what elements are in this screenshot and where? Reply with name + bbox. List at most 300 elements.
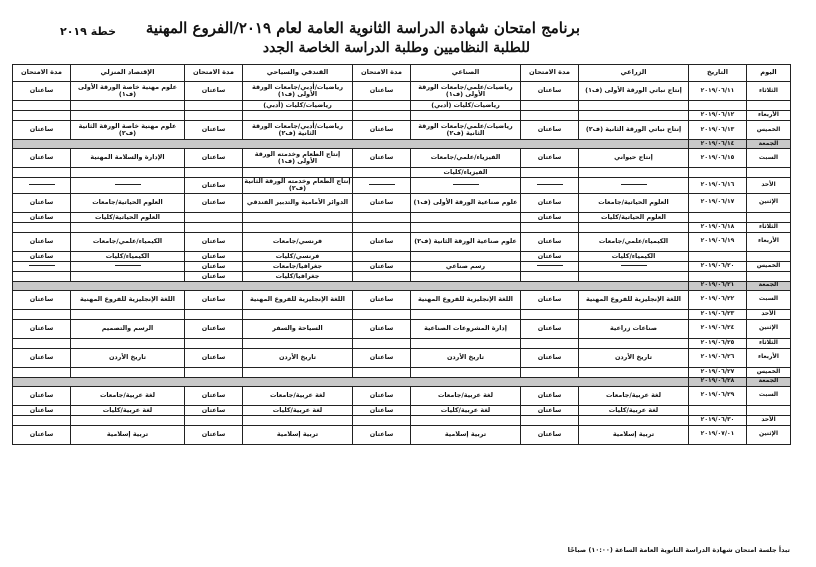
day-cell: الأربعاء (747, 348, 791, 367)
date-cell: ٢٠١٩/٠٦/٢٣ (689, 309, 747, 319)
subject-cell: لغة عربية/كليات (411, 405, 521, 415)
subject-cell (71, 367, 185, 377)
duration-cell (185, 212, 243, 222)
subject-cell (579, 168, 689, 178)
table-row (13, 82, 791, 101)
duration-cell (185, 367, 243, 377)
subject-cell: لغة عربية/جامعات (71, 386, 185, 405)
subject-cell: العلوم الحياتية/جامعات (579, 193, 689, 212)
duration-cell: ساعتان (185, 121, 243, 140)
subject-cell: الدوائر الأمامية والتدبير الفندقي (243, 193, 353, 212)
subject-cell (411, 367, 521, 377)
subject-cell: تربية إسلامية (71, 425, 185, 444)
duration-cell (353, 212, 411, 222)
date-cell: ٢٠١٩/٠٦/١٣ (689, 121, 747, 140)
subject-cell (411, 212, 521, 222)
day-cell: السبت (747, 386, 791, 405)
duration-cell (185, 222, 243, 232)
duration-cell: ساعتان (353, 386, 411, 405)
document-subtitle: للطلبة النظاميين وطلبة الدراسة الخاصة الجدد (262, 40, 530, 56)
duration-cell (353, 251, 411, 261)
col-duration: مدة الامتحان (521, 65, 579, 82)
date-cell: ٢٠١٩/٠٦/٢٤ (689, 319, 747, 338)
table-row (13, 232, 791, 251)
duration-cell (13, 101, 71, 111)
duration-cell (521, 101, 579, 111)
subject-cell: رياضيات/علمي/جامعات الورقة الأولى (ف١) (411, 82, 521, 101)
empty-cell (13, 377, 689, 386)
header-row (13, 65, 791, 82)
subject-cell: العلوم الحياتية/كليات (71, 212, 185, 222)
date-cell (689, 251, 747, 261)
duration-cell: ساعتان (521, 319, 579, 338)
subject-cell (411, 338, 521, 348)
subject-cell: اللغة الإنجليزية للفروع المهنية (71, 290, 185, 309)
subject-cell: اللغة الإنجليزية للفروع المهنية (411, 290, 521, 309)
duration-cell: ساعتان (521, 149, 579, 168)
date-cell (689, 212, 747, 222)
subject-cell (71, 271, 185, 281)
day-cell: الثلاثاء (747, 82, 791, 101)
duration-cell (521, 415, 579, 425)
subject-cell: لغة عربية/كليات (579, 405, 689, 415)
subject-cell: الإدارة والسلامة المهنية (71, 149, 185, 168)
date-cell (689, 101, 747, 111)
duration-cell (13, 222, 71, 232)
subject-cell: السياحة والسفر (243, 319, 353, 338)
subject-cell: إنتاج الطعام وخدمته الورقة الأولى (ف١) (243, 149, 353, 168)
date-cell: ٢٠١٩/٠٦/١٦ (689, 178, 747, 194)
duration-cell (353, 222, 411, 232)
dash-cell (71, 178, 185, 194)
subject-cell (579, 101, 689, 111)
dash-line (29, 184, 55, 185)
duration-cell (13, 168, 71, 178)
day-cell: الجمعة (747, 140, 791, 149)
duration-cell (521, 338, 579, 348)
subject-cell (579, 111, 689, 121)
duration-cell: ساعتان (185, 178, 243, 194)
subject-cell (243, 338, 353, 348)
subject-cell: الفيزياء/علمي/جامعات (411, 149, 521, 168)
table-row (13, 261, 791, 271)
duration-cell (353, 168, 411, 178)
table-row (13, 178, 791, 194)
subject-cell (579, 222, 689, 232)
day-cell: الأربعاء (747, 111, 791, 121)
duration-cell: ساعتان (13, 405, 71, 415)
duration-cell (521, 168, 579, 178)
duration-cell: ساعتان (353, 82, 411, 101)
subject-cell: فرنسي/كليات (243, 251, 353, 261)
date-cell: ٢٠١٩/٠٦/٢٧ (689, 367, 747, 377)
subject-cell (243, 415, 353, 425)
subject-cell: رياضيات/أدبي/جامعات الورقة الثانية (ف٢) (243, 121, 353, 140)
duration-cell: ساعتان (353, 348, 411, 367)
dash-line (29, 265, 55, 266)
subject-cell: لغة عربية/جامعات (579, 386, 689, 405)
subject-cell (411, 271, 521, 281)
exam-schedule-table (12, 64, 791, 445)
subject-cell (71, 101, 185, 111)
empty-cell (13, 281, 689, 290)
duration-cell: ساعتان (185, 290, 243, 309)
subject-cell: العلوم الحياتية/جامعات (71, 193, 185, 212)
col-agri: الزراعي (579, 65, 689, 82)
subject-cell (579, 415, 689, 425)
day-cell: الجمعة (747, 377, 791, 386)
subject-cell (71, 111, 185, 121)
duration-cell: ساعتان (521, 251, 579, 261)
duration-cell: ساعتان (521, 348, 579, 367)
subject-cell (579, 271, 689, 281)
subject-cell (243, 309, 353, 319)
table-row (13, 149, 791, 168)
duration-cell (521, 111, 579, 121)
duration-cell: ساعتان (185, 251, 243, 261)
subject-cell (243, 367, 353, 377)
subject-cell (411, 309, 521, 319)
subject-cell: إدارة المشروعات الصناعية (411, 319, 521, 338)
duration-cell (185, 309, 243, 319)
subject-cell: رياضيات/أدبي/جامعات الورقة الأولى (ف١) (243, 82, 353, 101)
date-cell (689, 405, 747, 415)
subject-cell: علوم مهنية خاصة الورقة الأولى (ف١) (71, 82, 185, 101)
subject-cell: تاريخ الأردن (579, 348, 689, 367)
duration-cell: ساعتان (13, 425, 71, 444)
table-row (13, 212, 791, 222)
day-cell (747, 251, 791, 261)
date-cell: ٢٠١٩/٠٦/٢١ (689, 281, 747, 290)
duration-cell (353, 271, 411, 281)
duration-cell: ساعتان (353, 121, 411, 140)
date-cell: ٢٠١٩/٠٦/١٧ (689, 193, 747, 212)
plan-label: خطة ٢٠١٩ (60, 25, 117, 38)
dash-cell (521, 261, 579, 271)
duration-cell: ساعتان (13, 290, 71, 309)
duration-cell (13, 271, 71, 281)
dash-line (621, 184, 647, 185)
subject-cell (579, 338, 689, 348)
duration-cell: ساعتان (353, 149, 411, 168)
dash-line (537, 265, 563, 266)
duration-cell: ساعتان (13, 82, 71, 101)
subject-cell: لغة عربية/جامعات (411, 386, 521, 405)
duration-cell: ساعتان (521, 212, 579, 222)
duration-cell: ساعتان (13, 193, 71, 212)
duration-cell: ساعتان (521, 232, 579, 251)
duration-cell: ساعتان (185, 82, 243, 101)
table-row (13, 111, 791, 121)
col-duration: مدة الامتحان (13, 65, 71, 82)
subject-cell: الرسم والتصميم (71, 319, 185, 338)
date-cell: ٢٠١٩/٠٦/١٢ (689, 111, 747, 121)
table-row (13, 309, 791, 319)
date-cell (689, 271, 747, 281)
day-cell: الإثنين (747, 319, 791, 338)
duration-cell: ساعتان (521, 425, 579, 444)
subject-cell (71, 415, 185, 425)
date-cell (689, 168, 747, 178)
day-cell (747, 212, 791, 222)
duration-cell (521, 222, 579, 232)
subject-cell (579, 309, 689, 319)
dash-line (537, 184, 563, 185)
duration-cell: ساعتان (521, 386, 579, 405)
col-day: اليوم (747, 65, 791, 82)
subject-cell: تربية إسلامية (243, 425, 353, 444)
subject-cell: علوم صناعية الورقة الأولى (ف١) (411, 193, 521, 212)
table-row (13, 319, 791, 338)
day-cell: الخميس (747, 121, 791, 140)
duration-cell: ساعتان (13, 212, 71, 222)
subject-cell (243, 222, 353, 232)
subject-cell: تاريخ الأردن (71, 348, 185, 367)
dash-cell (71, 261, 185, 271)
subject-cell: رياضيات/كليات (أدبي) (243, 101, 353, 111)
subject-cell (71, 222, 185, 232)
day-cell: الثلاثاء (747, 338, 791, 348)
table-row (13, 338, 791, 348)
duration-cell (13, 367, 71, 377)
duration-cell: ساعتان (13, 149, 71, 168)
duration-cell (13, 309, 71, 319)
subject-cell: الكيمياء/كليات (579, 251, 689, 261)
dash-line (369, 184, 395, 185)
table-row (13, 101, 791, 111)
subject-cell: فرنسي/جامعات (243, 232, 353, 251)
table-row (13, 386, 791, 405)
col-date: التاريخ (689, 65, 747, 82)
subject-cell: الكيمياء/كليات (71, 251, 185, 261)
date-cell: ٢٠١٩/٠٦/٢٠ (689, 261, 747, 271)
day-cell: الإثنين (747, 425, 791, 444)
duration-cell: ساعتان (185, 232, 243, 251)
duration-cell (13, 111, 71, 121)
subject-cell (71, 168, 185, 178)
day-cell: الأربعاء (747, 232, 791, 251)
duration-cell: ساعتان (185, 271, 243, 281)
day-cell (747, 405, 791, 415)
subject-cell: رسم صناعي (411, 261, 521, 271)
col-home-economics: الإقتصاد المنزلي (71, 65, 185, 82)
duration-cell (521, 367, 579, 377)
footer-note: تبدأ جلسة امتحان شهادة الدراسة الثانوية العامة الساعة (١٠:٠٠) صباحًا (567, 546, 790, 554)
date-cell: ٢٠١٩/٠٦/١٩ (689, 232, 747, 251)
subject-cell: الفيزياء/كليات (411, 168, 521, 178)
table-row (13, 415, 791, 425)
day-cell: الإثنين (747, 193, 791, 212)
duration-cell: ساعتان (521, 121, 579, 140)
duration-cell (185, 415, 243, 425)
subject-cell (411, 222, 521, 232)
dash-cell (411, 178, 521, 194)
date-cell: ٢٠١٩/٠٦/١٨ (689, 222, 747, 232)
subject-cell: تاريخ الأردن (243, 348, 353, 367)
subject-cell (411, 415, 521, 425)
day-cell: الخميس (747, 367, 791, 377)
duration-cell: ساعتان (353, 405, 411, 415)
subject-cell: رياضيات/كليات (أدبي) (411, 101, 521, 111)
subject-cell: إنتاج نباتي الورقة الأولى (ف١) (579, 82, 689, 101)
duration-cell: ساعتان (185, 193, 243, 212)
day-cell (747, 101, 791, 111)
subject-cell (243, 111, 353, 121)
table-row (13, 367, 791, 377)
duration-cell: ساعتان (353, 319, 411, 338)
dash-cell (579, 261, 689, 271)
duration-cell (521, 309, 579, 319)
table-row (13, 193, 791, 212)
subject-cell: الكيمياء/علمي/جامعات (579, 232, 689, 251)
col-duration: مدة الامتحان (185, 65, 243, 82)
day-cell: الخميس (747, 261, 791, 271)
date-cell: ٢٠١٩/٠٦/١١ (689, 82, 747, 101)
subject-cell: تربية إسلامية (411, 425, 521, 444)
subject-cell: اللغة الإنجليزية للفروع المهنية (579, 290, 689, 309)
duration-cell: ساعتان (185, 149, 243, 168)
day-cell: الأحد (747, 309, 791, 319)
duration-cell: ساعتان (13, 348, 71, 367)
subject-cell: العلوم الحياتية/كليات (579, 212, 689, 222)
duration-cell: ساعتان (521, 405, 579, 415)
table-row (13, 405, 791, 415)
table-row (13, 121, 791, 140)
duration-cell (185, 338, 243, 348)
duration-cell: ساعتان (353, 425, 411, 444)
duration-cell: ساعتان (185, 425, 243, 444)
subject-cell (71, 309, 185, 319)
date-cell: ٢٠١٩/٠٦/٢٦ (689, 348, 747, 367)
dash-line (621, 265, 647, 266)
table-row (13, 348, 791, 367)
duration-cell: ساعتان (13, 386, 71, 405)
document-title: برنامج امتحان شهادة الدراسة الثانوية العامة لعام ٢٠١٩/الفروع المهنية (145, 19, 580, 37)
duration-cell (185, 111, 243, 121)
day-cell: الثلاثاء (747, 222, 791, 232)
empty-cell (13, 140, 689, 149)
holiday-row (13, 281, 791, 290)
table-row (13, 271, 791, 281)
subject-cell: علوم صناعية الورقة الثانية (ف٢) (411, 232, 521, 251)
dash-line (115, 265, 141, 266)
dash-cell (13, 261, 71, 271)
date-cell: ٢٠١٩/٠٦/١٥ (689, 149, 747, 168)
day-cell: السبت (747, 290, 791, 309)
duration-cell: ساعتان (521, 193, 579, 212)
subject-cell (579, 367, 689, 377)
duration-cell (353, 367, 411, 377)
duration-cell (521, 271, 579, 281)
duration-cell: ساعتان (185, 386, 243, 405)
subject-cell: إنتاج حيواني (579, 149, 689, 168)
subject-cell (411, 251, 521, 261)
subject-cell: تاريخ الأردن (411, 348, 521, 367)
subject-cell: إنتاج الطعام وخدمته الورقة الثانية (ف٢) (244, 177, 351, 193)
duration-cell: ساعتان (353, 232, 411, 251)
duration-cell: ساعتان (521, 290, 579, 309)
duration-cell: ساعتان (13, 232, 71, 251)
date-cell: ٢٠١٩/٠٦/٢٩ (689, 386, 747, 405)
holiday-row (13, 377, 791, 386)
duration-cell (13, 415, 71, 425)
duration-cell: ساعتان (13, 251, 71, 261)
duration-cell (185, 168, 243, 178)
subject-cell: اللغة الإنجليزية للفروع المهنية (243, 290, 353, 309)
day-cell: الجمعة (747, 281, 791, 290)
day-cell: الأحد (747, 178, 791, 194)
date-cell: ٢٠١٩/٠٦/٢٨ (689, 377, 747, 386)
subject-cell: رياضيات/علمي/جامعات الورقة الثانية (ف٢) (411, 121, 521, 140)
duration-cell: ساعتان (185, 261, 243, 271)
dash-cell (521, 178, 579, 194)
table-row (13, 425, 791, 444)
table-row (13, 168, 791, 178)
duration-cell: ساعتان (13, 121, 71, 140)
subject-cell (243, 212, 353, 222)
duration-cell: ساعتان (185, 348, 243, 367)
holiday-row (13, 140, 791, 149)
duration-cell: ساعتان (13, 319, 71, 338)
duration-cell: ساعتان (353, 193, 411, 212)
duration-cell: ساعتان (185, 319, 243, 338)
col-duration: مدة الامتحان (353, 65, 411, 82)
subject-cell: الكيمياء/علمي/جامعات (71, 232, 185, 251)
duration-cell (353, 415, 411, 425)
duration-cell (353, 338, 411, 348)
col-hotel: الفندقي والسياحي (243, 65, 353, 82)
col-industrial: الصناعي (411, 65, 521, 82)
day-cell: الأحد (747, 415, 791, 425)
subject-cell (411, 111, 521, 121)
dash-cell (579, 178, 689, 194)
table-row (13, 251, 791, 261)
subject-cell: لغة عربية/كليات (71, 405, 185, 415)
duration-cell: ساعتان (521, 82, 579, 101)
dash-cell (13, 178, 71, 194)
dash-line (115, 184, 141, 185)
subject-cell: تربية إسلامية (579, 425, 689, 444)
duration-cell: ساعتان (353, 290, 411, 309)
date-cell: ٢٠١٩/٠٦/٢٢ (689, 290, 747, 309)
duration-cell (353, 111, 411, 121)
duration-cell (353, 309, 411, 319)
date-cell: ٢٠١٩/٠٦/٢٥ (689, 338, 747, 348)
duration-cell (353, 101, 411, 111)
duration-cell (13, 338, 71, 348)
subject-cell: جغرافيا/كليات (243, 271, 353, 281)
duration-cell (185, 101, 243, 111)
subject-cell: لغة عربية/كليات (243, 405, 353, 415)
subject-cell: جغرافيا/جامعات (243, 261, 353, 271)
table-row (13, 222, 791, 232)
duration-cell: ساعتان (353, 261, 411, 271)
date-cell: ٢٠١٩/٠٦/٣٠ (689, 415, 747, 425)
day-cell (747, 168, 791, 178)
subject-cell (243, 168, 353, 178)
day-cell: السبت (747, 149, 791, 168)
dash-cell (353, 178, 411, 194)
subject-cell (71, 338, 185, 348)
dash-line (453, 184, 479, 185)
day-cell (747, 271, 791, 281)
subject-cell: صناعات زراعية (579, 319, 689, 338)
duration-cell: ساعتان (185, 405, 243, 415)
subject-cell: علوم مهنية خاصة الورقة الثانية (ف٢) (71, 121, 185, 140)
table-row (13, 290, 791, 309)
date-cell: ٢٠١٩/٠٧/٠١ (689, 425, 747, 444)
date-cell: ٢٠١٩/٠٦/١٤ (689, 140, 747, 149)
